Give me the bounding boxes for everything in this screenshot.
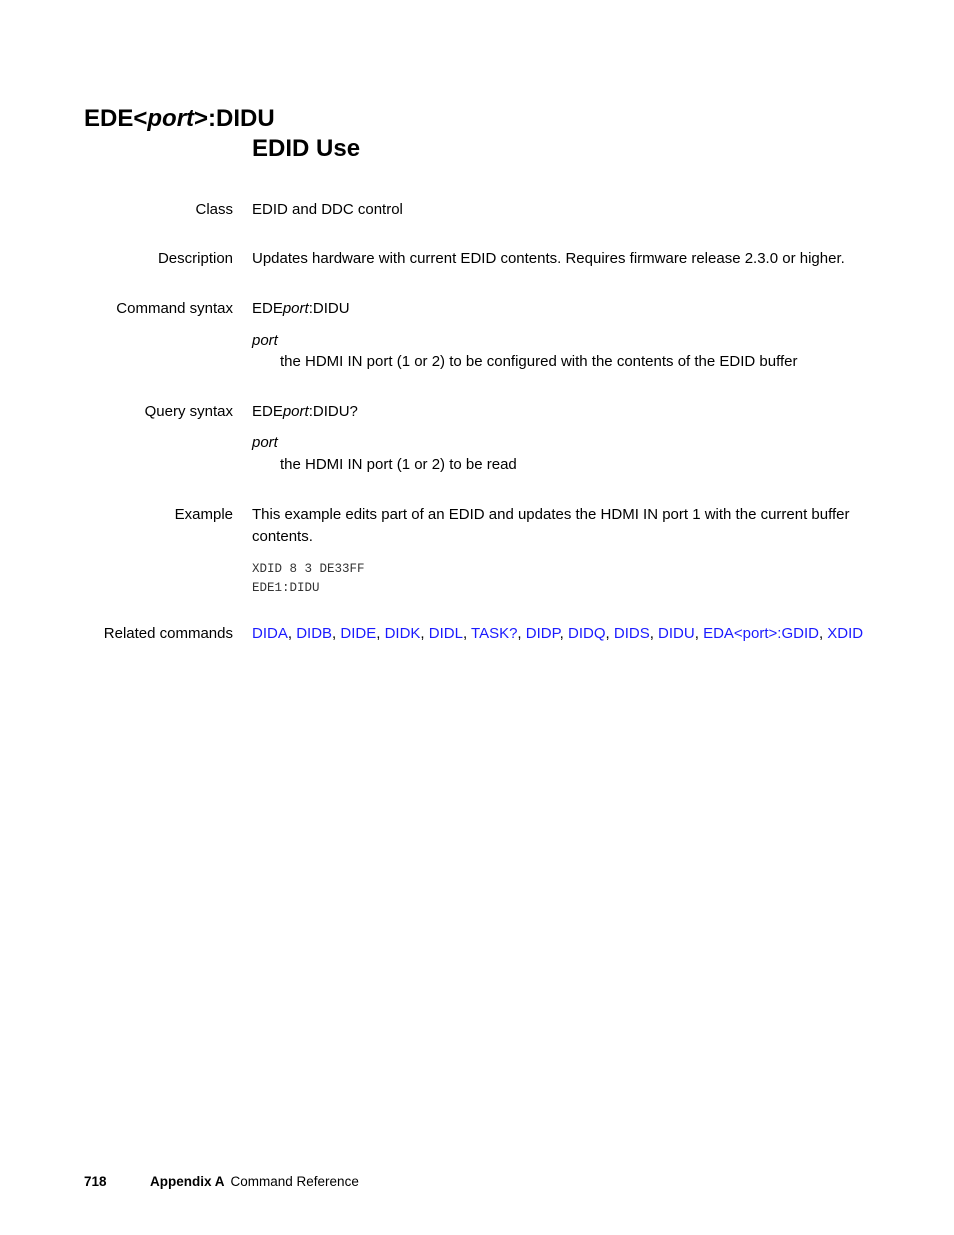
- query-syntax-value: [252, 401, 882, 423]
- class-label: Class: [195, 201, 233, 218]
- command-param-name: port: [252, 332, 278, 349]
- command-syntax-suffix: :DIDU: [308, 300, 350, 317]
- query-syntax-suffix: :DIDU?: [308, 403, 358, 420]
- link-dids[interactable]: DIDS: [613, 625, 650, 642]
- query-param-name: port: [252, 434, 278, 451]
- related-commands-label: Related commands: [103, 625, 233, 642]
- link-didk[interactable]: DIDK: [384, 625, 421, 642]
- link-xdid[interactable]: XDID: [827, 625, 864, 642]
- link-dide[interactable]: DIDE: [340, 625, 377, 642]
- link-didu[interactable]: DIDU: [658, 625, 695, 642]
- title-prefix: EDE<: [84, 105, 148, 132]
- link-didp[interactable]: DIDP: [525, 625, 560, 642]
- page-subtitle: EDID Use: [252, 135, 361, 162]
- page-footer: [84, 1173, 359, 1191]
- command-syntax-value: [252, 298, 882, 320]
- footer-section: Command Reference: [230, 1174, 359, 1189]
- description-label: Description: [157, 250, 233, 267]
- command-syntax-param: port: [282, 300, 309, 317]
- example-code-line: XDID 8 3 DE33FF: [252, 562, 365, 576]
- link-eda-gdid[interactable]: EDA<port>:GDID: [703, 625, 819, 642]
- query-syntax-param: port: [282, 403, 309, 420]
- title-suffix: >:DIDU: [194, 105, 275, 132]
- link-dida[interactable]: DIDA: [252, 625, 288, 642]
- description-value: Updates hardware with current EDID contents. Requires firmware release 2.3.0 or higher.: [252, 250, 845, 267]
- query-syntax-label: Query syntax: [144, 403, 233, 420]
- command-syntax-label: Command syntax: [116, 300, 233, 317]
- footer-appendix: Appendix A: [150, 1174, 225, 1189]
- link-task[interactable]: TASK?: [471, 625, 518, 642]
- class-value: EDID and DDC control: [252, 201, 403, 218]
- page-number: 718: [84, 1174, 107, 1189]
- command-syntax-prefix: EDE: [252, 300, 283, 317]
- query-syntax-prefix: EDE: [252, 403, 283, 420]
- query-param-desc: the HDMI IN port (1 or 2) to be read: [280, 456, 517, 473]
- example-label: Example: [174, 506, 233, 523]
- example-code-line: EDE1:DIDU: [252, 581, 320, 595]
- related-commands-list: DIDA, DIDB, DIDE, DIDK, DIDL, TASK?, DIDP, DIDQ, DIDS, DIDU, EDA<port>:GDID, XDID: [252, 625, 864, 642]
- link-didq[interactable]: DIDQ: [568, 625, 606, 642]
- link-didb[interactable]: DIDB: [296, 625, 333, 642]
- example-text: This example edits part of an EDID and updates the HDMI IN port 1 with the current buffer contents.: [252, 506, 850, 545]
- link-didl[interactable]: DIDL: [428, 625, 463, 642]
- command-param-desc: the HDMI IN port (1 or 2) to be configured with the contents of the EDID buffer: [280, 353, 798, 370]
- title-param: port: [147, 105, 195, 132]
- page-title: [84, 104, 275, 134]
